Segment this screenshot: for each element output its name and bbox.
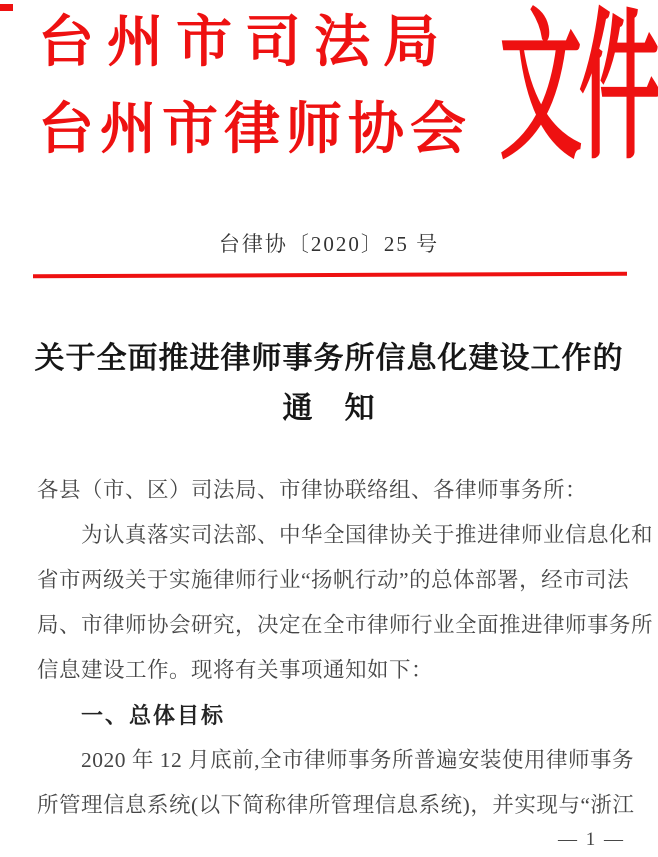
- paragraph1-line1: 为认真落实司法部、中华全国律协关于推进律师业信息化和: [81, 523, 654, 547]
- document-title-line2: 通 知: [282, 392, 376, 425]
- letterhead: [38, 14, 472, 159]
- page-number: — 1 —: [558, 829, 625, 850]
- paragraph1-line3: 局、市律师协会研究，决定在全市律师行业全面推进律师事务所: [37, 613, 654, 637]
- issuing-org-line1: 台州市司法局: [38, 12, 452, 74]
- paragraph2-line1: 2020 年 12 月底前,全市律师事务所普遍安装使用律师事务: [81, 748, 635, 772]
- document-mark: 文件: [499, 0, 658, 179]
- document-body: [37, 468, 654, 828]
- paragraph1-line4: 信息建设工作。现将有关事项通知如下：: [37, 658, 434, 682]
- issuing-org-line2: 台州市律师协会: [38, 99, 472, 161]
- paragraph1-line2: 省市两级关于实施律师行业“扬帆行动”的总体部署，经市司法: [37, 568, 630, 592]
- scan-artifact-mark: [0, 4, 13, 11]
- document-number: 台律协〔2020〕25 号: [218, 232, 440, 256]
- paragraph2-line2: 所管理信息系统(以下简称律所管理信息系统)，并实现与“浙江: [37, 793, 635, 817]
- section1-heading: 一、总体目标: [81, 703, 226, 728]
- salutation-line: 各县（市、区）司法局、市律协联络组、各律师事务所：: [37, 478, 588, 502]
- red-separator-line: [33, 272, 627, 279]
- document-title: [0, 334, 658, 434]
- document-title-line1: 关于全面推进律师事务所信息化建设工作的: [34, 342, 624, 375]
